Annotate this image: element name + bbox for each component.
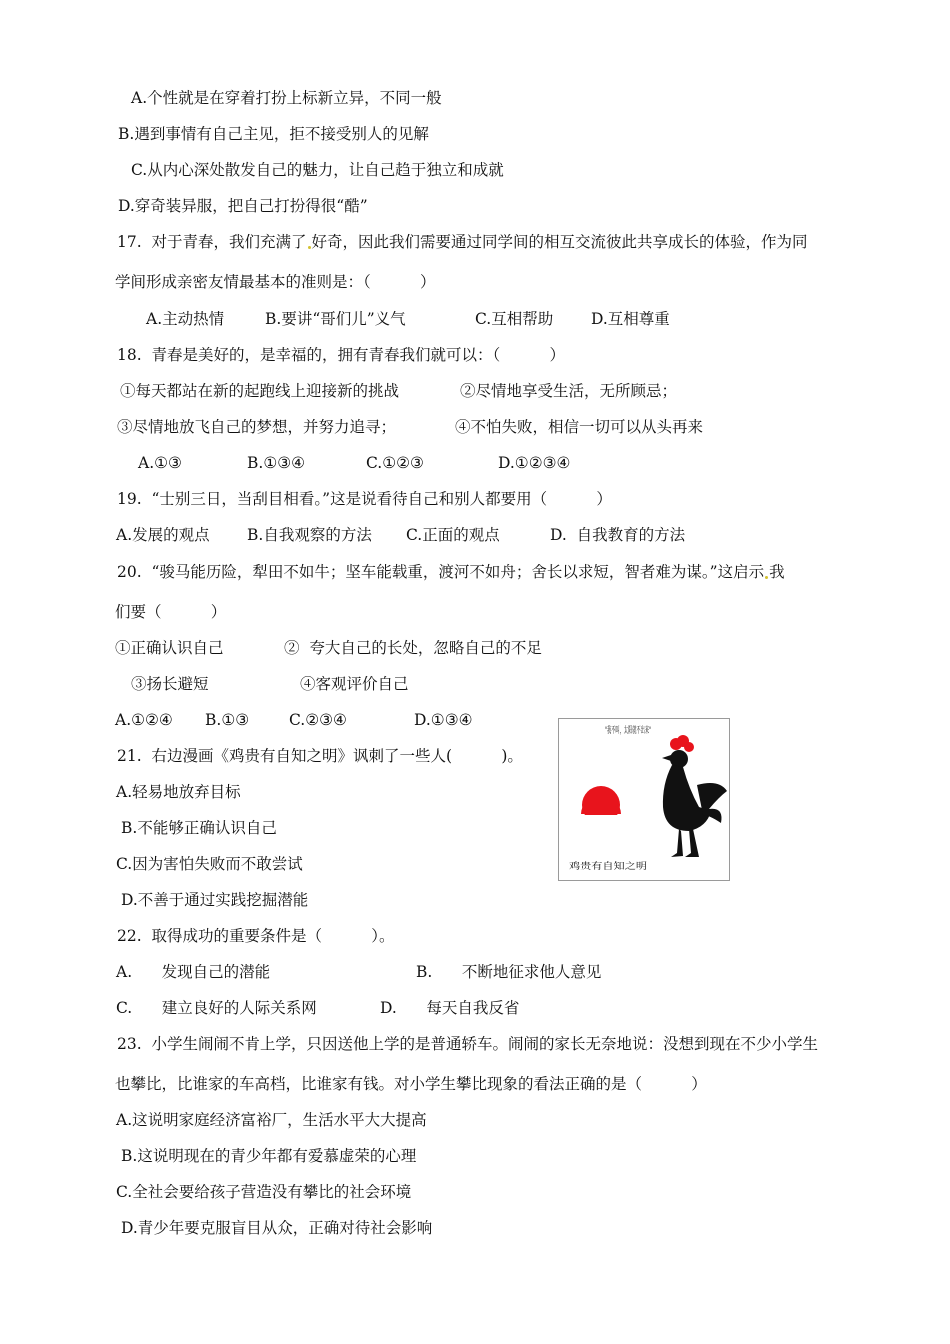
rooster-icon [662,750,727,857]
q19-option-d: D. 自我教育的方法 [550,526,686,544]
q17-option-a: A.主动热情 [146,310,225,328]
q22-option-d: D. 每天自我反省 [380,999,520,1017]
q23-stem-line2: 也攀比，比谁家的车高档，比谁家有钱。对小学生攀比现象的看法正确的是（ ） [115,1075,707,1093]
q23-option-c: C.全社会要给孩子营造没有攀比的社会环境 [116,1183,412,1201]
q17-stem [117,232,808,252]
q21-option-b: B.不能够正确认识自己 [121,819,277,837]
q21-stem: 21. 右边漫画《鸡贵有自知之明》讽刺了一些人( )。 [117,747,523,765]
q20-item-3: ③扬长避短 [131,675,209,693]
q19-option-b: B.自我观察的方法 [247,526,372,544]
q21-option-d: D.不善于通过实践挖掘潜能 [121,891,309,909]
q23-option-a: A.这说明家庭经济富裕厂，生活水平大大提高 [116,1111,427,1129]
q19-option-a: A.发展的观点 [116,526,210,544]
q23-option-b: B.这说明现在的青少年都有爱慕虚荣的心理 [121,1147,417,1165]
q18-option-a: A.①③ [138,454,182,472]
q17-option-c: C.互相帮助 [475,310,554,328]
q18-item-1: ①每天都站在新的起跑线上迎接新的挑战 [120,382,400,400]
q20-option-b: B.①③ [205,711,250,729]
q22-option-b: B. 不断地征求他人意见 [416,963,602,981]
q20-stem-part1: 20. “骏马能历险，犁田不如牛；坚车能载重，渡河不如舟；舍长以求短，智者难为谋。”这启示 [117,563,765,581]
q20-stem [117,562,785,582]
q20-stem-line2: 们要（ ） [115,603,227,621]
q16-option-a: A.个性就是在穿着打扮上标新立异，不同一般 [131,89,442,107]
q18-item-3: ③尽情地放飞自己的梦想，并努力追寻； [117,418,397,436]
q21-option-a: A.轻易地放弃目标 [116,783,241,801]
q20-option-c: C.②③④ [289,711,347,729]
q19-option-c: C.正面的观点 [406,526,500,544]
q17-stem-part2: 好奇，因此我们需要通过同学间的相互交流彼此共享成长的体验，作为同 [311,233,808,251]
q18-item-2: ②尽情地享受生活，无所顾忌； [460,382,678,400]
q20-option-a: A.①②④ [115,711,173,729]
q20-option-d: D.①③④ [414,711,473,729]
q18-item-4: ④不怕失败，相信一切可以从头再来 [455,418,704,436]
q16-option-d: D.穿奇装异服，把自己打扮得很“酷” [118,197,368,215]
q20-item-1: ①正确认识自己 [115,639,224,657]
q16-option-b: B.遇到事情有自己主见，拒不接受别人的见解 [118,125,429,143]
cartoon-speech-text: "我不叫，太阳就不出来" [605,726,704,736]
q20-item-4: ④客观评价自己 [300,675,409,693]
q20-stem-part2: 我 [769,563,785,581]
q18-option-c: C.①②③ [366,454,424,472]
rooster-cartoon-image [558,718,730,881]
q23-option-d: D.青少年要克服盲目从众，正确对待社会影响 [121,1219,433,1237]
q17-option-d: D.互相尊重 [591,310,670,328]
q18-option-b: B.①③④ [247,454,306,472]
q23-stem-line1: 23. 小学生闹闹不肯上学，只因送他上学的是普通轿车。闹闹的家长无奈地说：没想到现在不少小学生 [117,1035,819,1053]
highlight-dot-icon [308,246,311,249]
q21-option-c: C.因为害怕失败而不敢尝试 [116,855,303,873]
q17-option-b: B.要讲“哥们儿”义气 [265,310,406,328]
q17-stem-part1: 17. 对于青春，我们充满了 [117,233,307,251]
cartoon-caption: 鸡贵有自知之明 [569,862,633,872]
q20-item-2: ② 夸大自己的长处，忽略自己的不足 [284,639,542,657]
q22-stem: 22. 取得成功的重要条件是（ ）。 [117,927,395,945]
q17-stem-line2: 学间形成亲密友情最基本的准则是：（ ） [115,273,436,291]
q18-option-d: D.①②③④ [498,454,571,472]
highlight-dot-icon [765,576,768,579]
q19-stem: 19. “士别三日，当刮目相看。”这是说看待自己和别人都要用（ ） [117,490,612,508]
q22-option-a: A. 发现自己的潜能 [116,963,271,981]
q22-option-c: C. 建立良好的人际关系网 [116,999,317,1017]
q16-option-c: C.从内心深处散发自己的魅力，让自己趋于独立和成就 [131,161,504,179]
q18-stem: 18. 青春是美好的，是幸福的，拥有青春我们就可以：（ ） [117,346,566,364]
